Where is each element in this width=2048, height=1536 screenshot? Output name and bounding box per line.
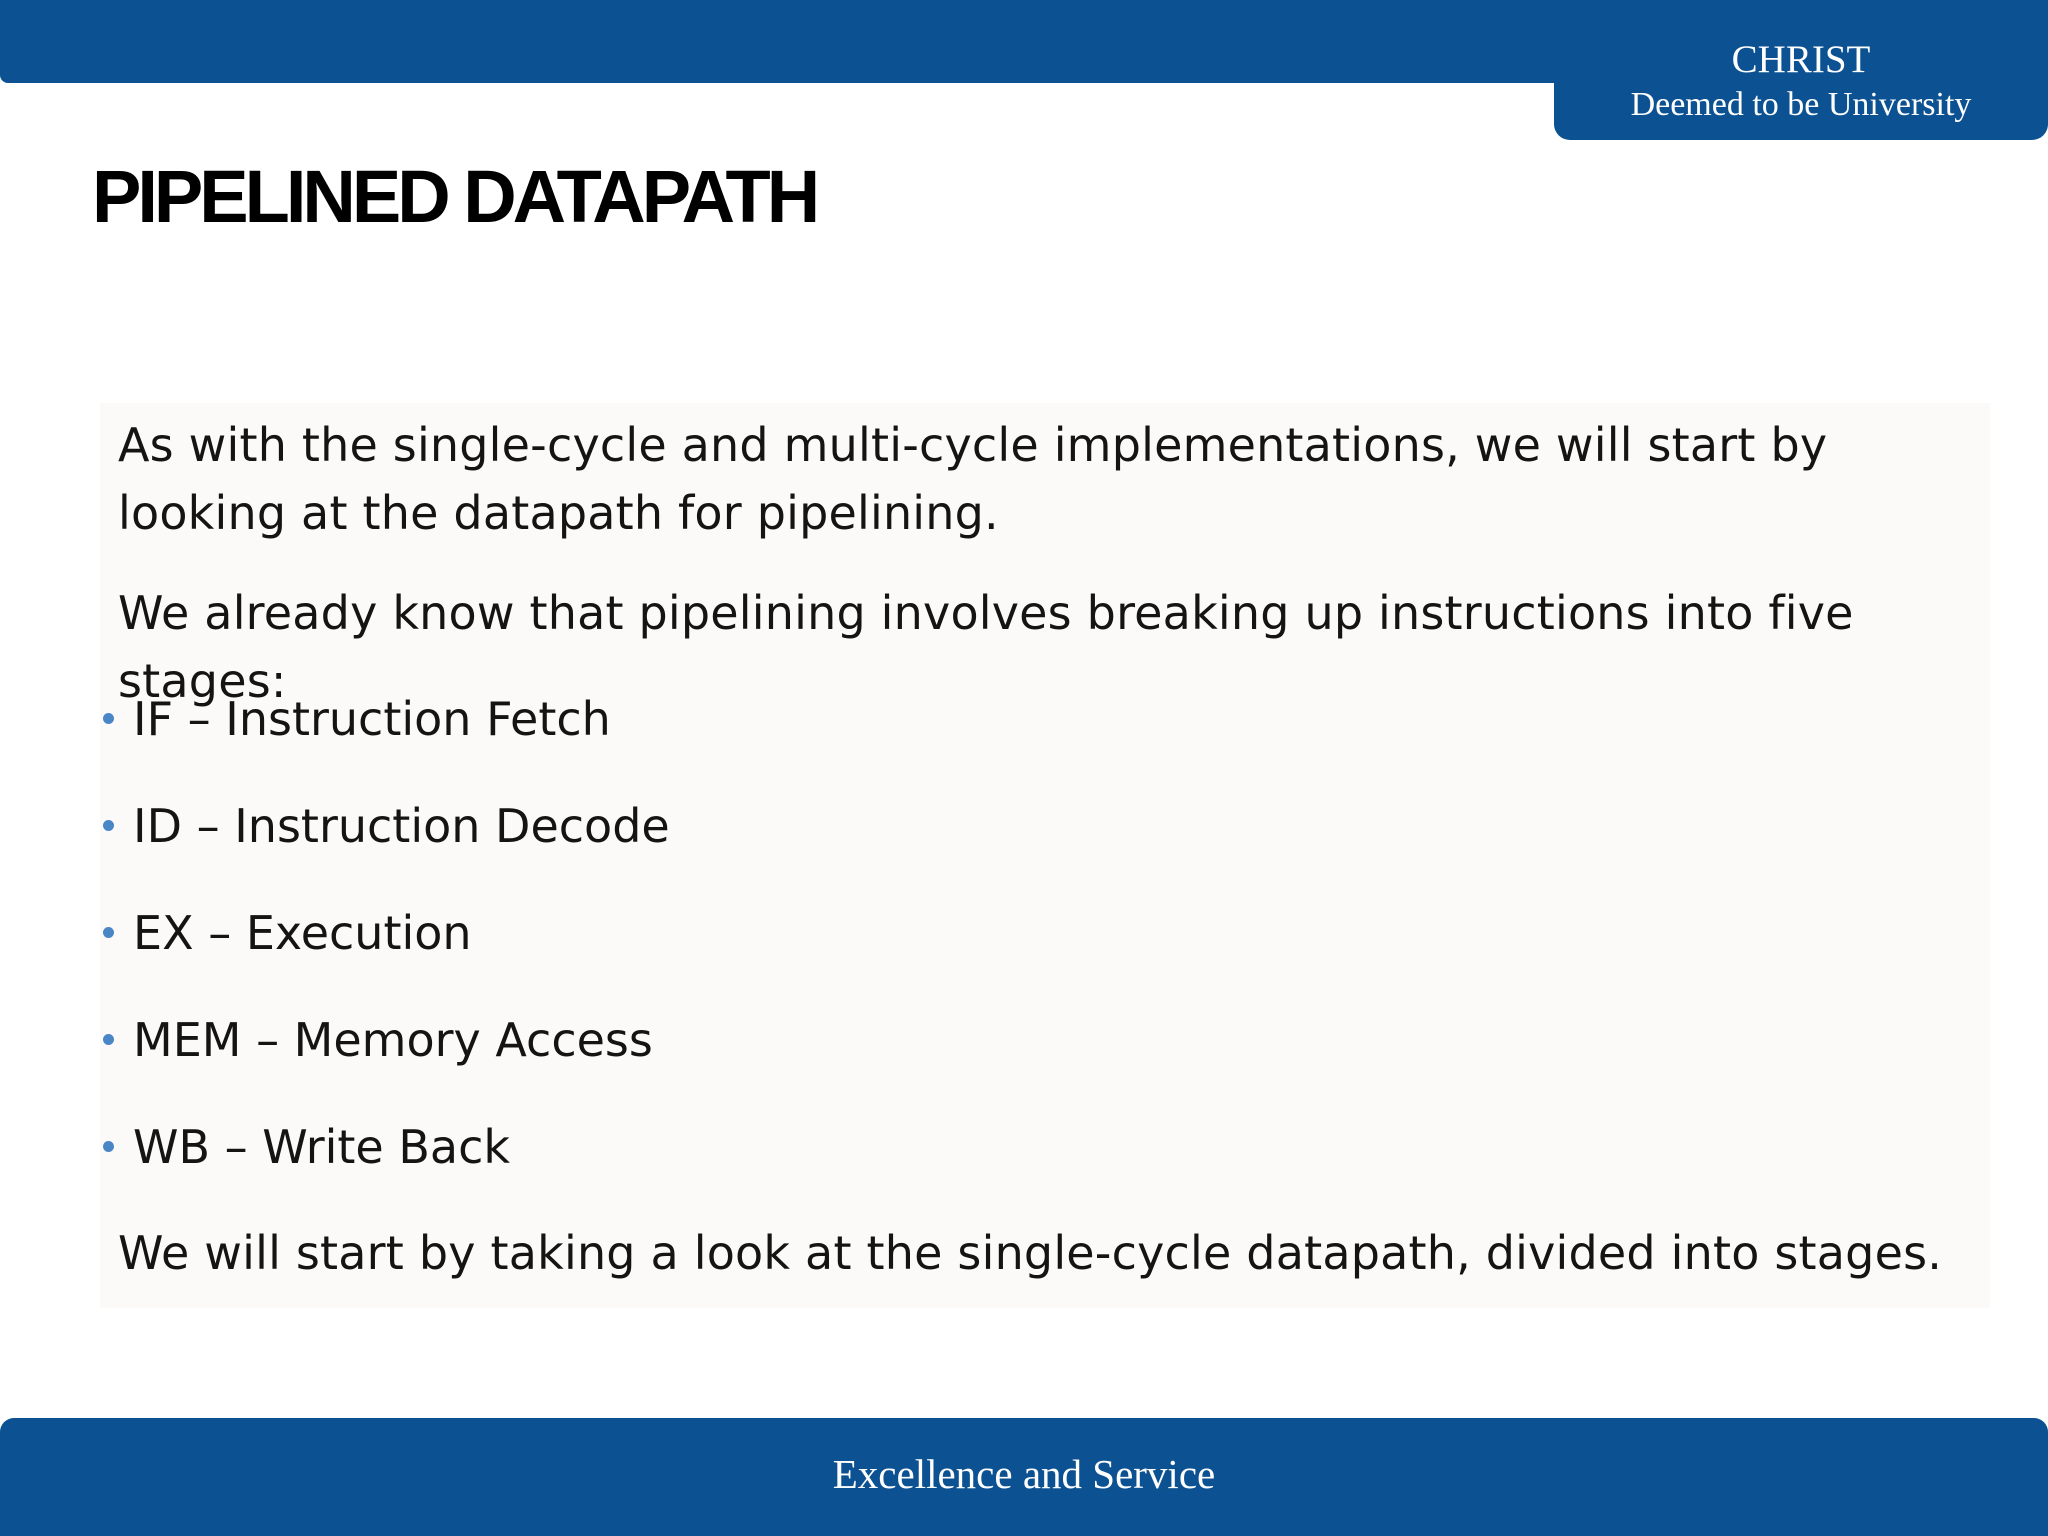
- university-brand: [1554, 0, 2048, 140]
- slide-content: [100, 403, 1990, 1308]
- brand-name: CHRIST: [1731, 38, 1871, 81]
- slide-title: PIPELINED DATAPATH: [92, 155, 817, 238]
- stage-label: WB – Write Back: [133, 1120, 511, 1174]
- bullet-dot-icon: [103, 713, 114, 724]
- stage-label: IF – Instruction Fetch: [133, 692, 611, 746]
- stage-label: ID – Instruction Decode: [133, 799, 670, 853]
- intro-paragraph: As with the single-cycle and multi-cycle implementations, we will start by looking at the datapath for pipelining.: [118, 418, 1828, 540]
- stage-label: EX – Execution: [133, 906, 472, 960]
- footer-motto: Excellence and Service: [832, 1451, 1216, 1497]
- bullet-dot-icon: [103, 927, 114, 938]
- bullet-dot-icon: [103, 1141, 114, 1152]
- stages-intro-paragraph: We already know that pipelining involves breaking up instructions into five stages:: [118, 586, 1854, 708]
- brand-subtitle: Deemed to be University: [1630, 86, 1972, 123]
- closing-paragraph: We will start by taking a look at the single-cycle datapath, divided into stages.: [118, 1226, 1943, 1280]
- bullet-dot-icon: [103, 820, 114, 831]
- footer-bar: [0, 1418, 2048, 1536]
- stage-label: MEM – Memory Access: [133, 1013, 653, 1067]
- bullet-dot-icon: [103, 1034, 114, 1045]
